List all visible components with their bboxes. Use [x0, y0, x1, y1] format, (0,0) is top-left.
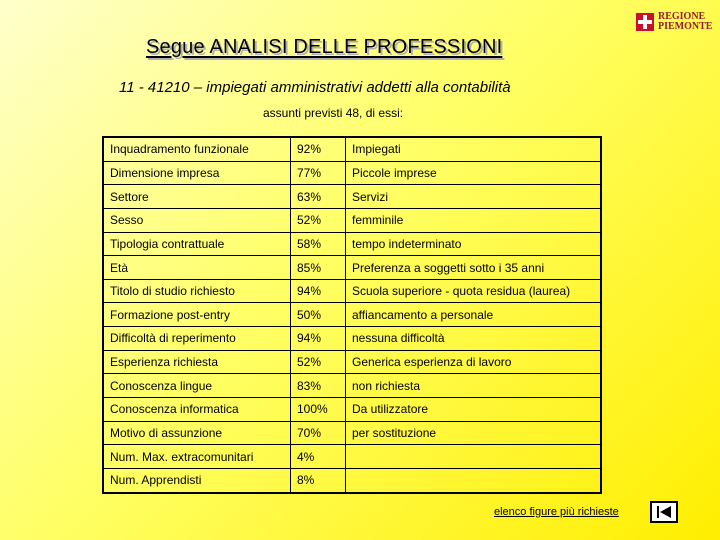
profession-subtitle: 11 - 41210 – impiegati amministrativi addetti alla contabilità: [119, 79, 511, 96]
row-label: Motivo di assunzione: [103, 421, 291, 445]
row-percentage: 100%: [291, 398, 346, 422]
table-row: [103, 350, 601, 374]
row-value: Piccole imprese: [346, 161, 602, 185]
row-percentage: 92%: [291, 137, 346, 161]
row-percentage: 50%: [291, 303, 346, 327]
table-row: [103, 185, 601, 209]
crest-icon: [636, 13, 654, 31]
row-label: Tipologia contrattuale: [103, 232, 291, 256]
table-row: [103, 232, 601, 256]
logo-line-1: REGIONE: [658, 11, 706, 22]
row-percentage: 52%: [291, 350, 346, 374]
table-row: [103, 398, 601, 422]
row-label: Num. Apprendisti: [103, 468, 291, 492]
table-row: [103, 327, 601, 351]
row-label: Inquadramento funzionale: [103, 137, 291, 161]
row-label: Difficoltà di reperimento: [103, 327, 291, 351]
row-value: nessuna difficoltà: [346, 327, 602, 351]
row-label: Num. Max. extracomunitari: [103, 445, 291, 469]
row-value: Generica esperienza di lavoro: [346, 350, 602, 374]
row-label: Conoscenza informatica: [103, 398, 291, 422]
row-value: tempo indeterminato: [346, 232, 602, 256]
row-value: Da utilizzatore: [346, 398, 602, 422]
page-title: Segue ANALISI DELLE PROFESSIONI: [146, 36, 503, 58]
row-value: affiancamento a personale: [346, 303, 602, 327]
table-row: [103, 468, 601, 492]
row-percentage: 70%: [291, 421, 346, 445]
row-value: Servizi: [346, 185, 602, 209]
row-value: femminile: [346, 208, 602, 232]
row-label: Formazione post-entry: [103, 303, 291, 327]
row-label: Esperienza richiesta: [103, 350, 291, 374]
row-value: Scuola superiore - quota residua (laurea): [346, 279, 602, 303]
row-label: Sesso: [103, 208, 291, 232]
row-label: Età: [103, 256, 291, 280]
regione-piemonte-logo: [636, 10, 714, 34]
table-row: [103, 137, 601, 161]
row-label: Dimensione impresa: [103, 161, 291, 185]
profession-analysis-table: [102, 136, 602, 494]
table-row: [103, 374, 601, 398]
hiring-summary: assunti previsti 48, di essi:: [263, 106, 404, 120]
row-percentage: 4%: [291, 445, 346, 469]
row-value: per sostituzione: [346, 421, 602, 445]
row-percentage: 8%: [291, 468, 346, 492]
row-percentage: 94%: [291, 279, 346, 303]
row-value: [346, 445, 602, 469]
table-row: [103, 421, 601, 445]
table-row: [103, 161, 601, 185]
table-row: [103, 208, 601, 232]
row-percentage: 58%: [291, 232, 346, 256]
skip-back-icon: [655, 505, 673, 519]
table-row: [103, 279, 601, 303]
row-percentage: 83%: [291, 374, 346, 398]
row-value: [346, 468, 602, 492]
table-row: [103, 303, 601, 327]
table-row: [103, 445, 601, 469]
row-value: Preferenza a soggetti sotto i 35 anni: [346, 256, 602, 280]
most-requested-list-link[interactable]: elenco figure più richieste: [494, 506, 619, 518]
row-percentage: 77%: [291, 161, 346, 185]
row-value: non richiesta: [346, 374, 602, 398]
back-nav-button[interactable]: [650, 501, 678, 523]
row-label: Conoscenza lingue: [103, 374, 291, 398]
logo-line-2: PIEMONTE: [658, 21, 713, 32]
row-label: Settore: [103, 185, 291, 209]
row-label: Titolo di studio richiesto: [103, 279, 291, 303]
row-value: Impiegati: [346, 137, 602, 161]
table-row: [103, 256, 601, 280]
row-percentage: 85%: [291, 256, 346, 280]
row-percentage: 94%: [291, 327, 346, 351]
row-percentage: 63%: [291, 185, 346, 209]
row-percentage: 52%: [291, 208, 346, 232]
